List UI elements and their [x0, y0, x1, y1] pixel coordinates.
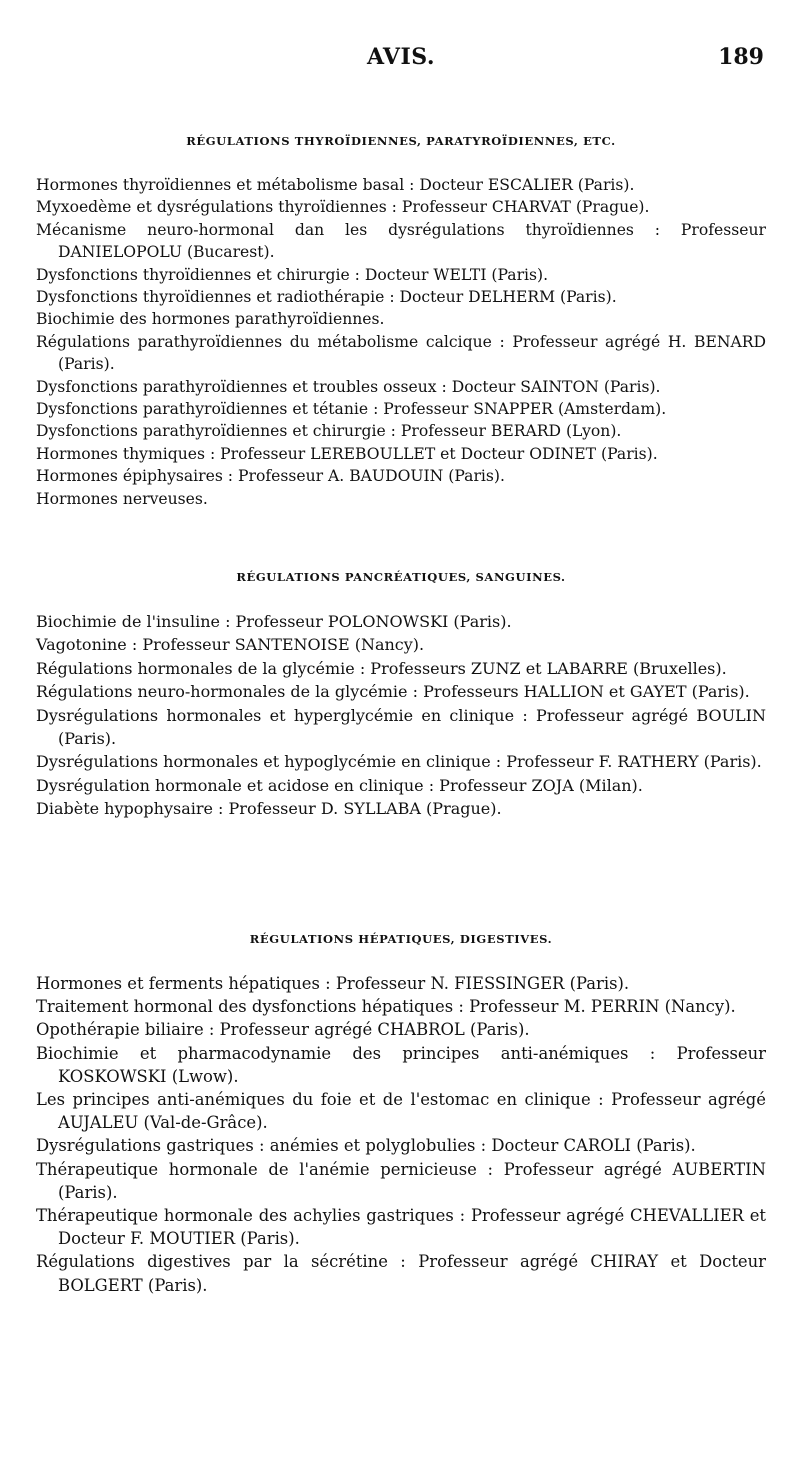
list-item: Régulations parathyroïdiennes du métabolisme calcique : Professeur agrégé H. BENARD (Paris). — [36, 332, 766, 374]
running-title: AVIS. — [366, 44, 436, 70]
list-item: Hormones thyroïdiennes et métabolisme basal : Docteur ESCALIER (Paris). — [36, 176, 635, 194]
list-item: Dysrégulation hormonale et acidose en clinique : Professeur ZOJA (Milan). — [36, 775, 643, 795]
list-item: Hormones thymiques : Professeur LEREBOULLET et Docteur ODINET (Paris). — [36, 444, 658, 463]
section-heading: RÉGULATIONS PANCRÉATIQUES, SANGUINES. — [236, 570, 566, 584]
list-item: Hormones épiphysaires : Professeur A. BAUDOUIN (Paris). — [36, 467, 505, 486]
list-item: Biochimie et pharmacodynamie des principes anti-anémiques : Professeur KOSKOWSKI (Lwow). — [36, 1043, 766, 1086]
list-item: Dysfonctions thyroïdiennes et chirurgie : Docteur WELTI (Paris). — [36, 265, 549, 284]
running-header — [38, 44, 764, 84]
list-item: Régulations digestives par la sécrétine : Professeur agrégé CHIRAY et Docteur BOLGERT (Paris). — [36, 1252, 766, 1295]
list-item: Dysfonctions parathyroïdiennes et chirurgie : Professeur BERARD (Lyon). — [36, 422, 622, 441]
section-thyroid — [36, 134, 766, 510]
list-item: Dysrégulations hormonales et hypoglycémie en clinique : Professeur F. RATHERY (Paris). — [36, 752, 762, 772]
list-item: Hormones et ferments hépatiques : Professeur N. FIESSINGER (Paris). — [36, 974, 630, 993]
list-item: Thérapeutique hormonale des achylies gastriques : Professeur agrégé CHEVALLIER et Docteur F. MOUTIER (Paris). — [36, 1206, 766, 1249]
list-item: Biochimie de l'insuline : Professeur POLONOWSKI (Paris). — [36, 612, 512, 631]
list-item: Dysrégulations hormonales et hyperglycémie en clinique : Professeur agrégé BOULIN (Paris). — [36, 705, 766, 749]
section-heading: RÉGULATIONS HÉPATIQUES, DIGESTIVES. — [249, 932, 553, 946]
list-item: Diabète hypophysaire : Professeur D. SYLLABA (Prague). — [36, 799, 502, 819]
list-item: Hormones nerveuses. — [36, 489, 208, 508]
section-pancreatic — [36, 570, 766, 821]
list-item: Thérapeutique hormonale de l'anémie pernicieuse : Professeur agrégé AUBERTIN (Paris). — [36, 1159, 766, 1202]
list-item: Dysfonctions thyroïdiennes et radiothérapie : Docteur DELHERM (Paris). — [36, 288, 617, 307]
list-item: Dysfonctions parathyroïdiennes et tétanie : Professeur SNAPPER (Amsterdam). — [36, 400, 667, 419]
list-item: Biochimie des hormones parathyroïdiennes. — [36, 310, 385, 329]
list-item: Dysrégulations gastriques : anémies et polyglobulies : Docteur CAROLI (Paris). — [36, 1136, 696, 1156]
list-item: Régulations neuro-hormonales de la glycémie : Professeurs HALLION et GAYET (Paris). — [36, 682, 750, 702]
list-item: Traitement hormonal des dysfonctions hépatiques : Professeur M. PERRIN (Nancy). — [36, 997, 736, 1017]
section-hepatic — [36, 932, 766, 1297]
list-item: Myxoedème et dysrégulations thyroïdiennes : Professeur CHARVAT (Prague). — [36, 198, 650, 217]
list-item: Vagotonine : Professeur SANTENOISE (Nancy). — [36, 635, 425, 655]
list-item: Mécanisme neuro-hormonal dan les dysrégulations thyroïdiennes : Professeur DANIELOPOLU (Bucarest). — [36, 220, 766, 262]
list-item: Opothérapie biliaire : Professeur agrégé CHABROL (Paris). — [36, 1020, 530, 1040]
list-item: Les principes anti-anémiques du foie et de l'estomac en clinique : Professeur agrégé AUJALEU (Val-de-Grâce). — [36, 1090, 766, 1133]
page-number: 189 — [718, 44, 764, 70]
list-item: Dysfonctions parathyroïdiennes et troubles osseux : Docteur SAINTON (Paris). — [36, 377, 661, 396]
list-item: Régulations hormonales de la glycémie : Professeurs ZUNZ et LABARRE (Bruxelles). — [36, 658, 727, 678]
section-heading: RÉGULATIONS THYROÏDIENNES, PARATYROÏDIENNES, ETC. — [186, 134, 616, 148]
